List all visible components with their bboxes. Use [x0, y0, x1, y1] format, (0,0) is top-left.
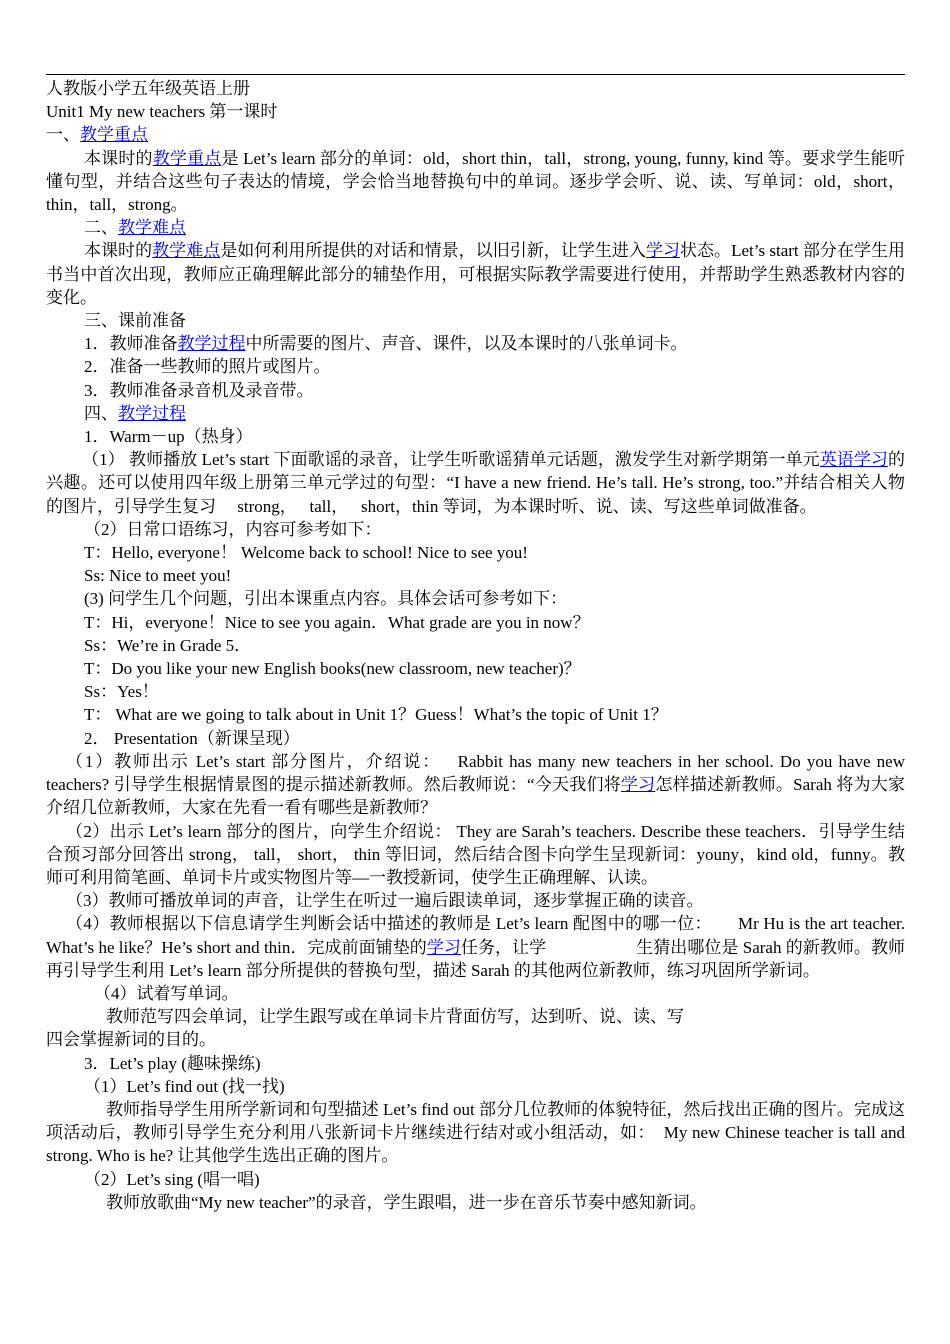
- writing-text: 教师范写四会单词，让学生跟写或在单词卡片背面仿写，达到听、说、读、写: [106, 1007, 684, 1027]
- presentation-step-4: （4）教师根据以下信息请学生判断会话中描述的教师是 Let’s learn 配图中的哪一位： Mr Hu is the art teacher. What’s he like？He’s short and thin．完成前面铺垫的学习任务，让学 生猜出哪位是 Sarah 的新教师。教师再引导学生利用 Let’s learn 部分所提供的替换句型，描述 Sarah 的其他两位新教师，练习巩固所学新词。: [46, 914, 906, 980]
- warmup-step-2: （2）日常口语练习，内容可参考如下：: [84, 519, 382, 539]
- warmup-step-3: (3) 问学生几个问题，引出本课重点内容。具体会话可参考如下：: [84, 589, 568, 609]
- writing-text-cont: 四会掌握新词的目的。: [46, 1030, 216, 1050]
- header-rule: [46, 74, 905, 75]
- link-teaching-difficulty[interactable]: 教学难点: [118, 218, 186, 238]
- document-body: [46, 77, 905, 1214]
- paragraph-focus: 本课时的教学重点是 Let’s learn 部分的单词：old，short thin，tall，strong, young, funny, kind 等。要求学生能听懂句型，并结合这些句子表达的情境，学会恰当地替换句中的单词。逐步学会听、说、读、写单词：old，short，thin，tall，strong。: [46, 148, 905, 215]
- prep-item-2: 2．准备一些教师的照片或图片。: [84, 357, 331, 377]
- dialogue-line: T：Hi，everyone！Nice to see you again．What grade are you in now？: [84, 612, 590, 632]
- link-teaching-process[interactable]: 教学过程: [118, 403, 186, 423]
- paragraph-difficulty: 本课时的教学难点是如何利用所提供的对话和情景，以旧引新，让学生进入学习状态。Let’s start 部分在学生用书当中首次出现，教师应正确理解此部分的辅垫作用，可根据实际教学需要进行使用，并帮助学生熟悉教材内容的变化。: [46, 241, 906, 307]
- find-out-title: （1）Let’s find out (找一找): [84, 1076, 285, 1096]
- presentation-step-2: （2）出示 Let’s learn 部分的图片，向学生介绍说： They are Sarah’s teachers. Describe these teachers．引导学生结合预习部分回答出 strong， tall， short， thin 等旧词，然后结合图卡向学生呈现新词：youny，kind old，funny。教师可利用简笔画、单词卡片或实物图片等—一教授新词，使学生正确理解、认读。: [46, 821, 905, 887]
- section-heading-1: 一、教学重点: [46, 125, 148, 145]
- section-heading-4: 四、教学过程: [84, 403, 186, 423]
- dialogue-line: T：Do you like your new English books(new classroom, new teacher)？: [84, 659, 581, 679]
- section-heading-2: 二、教学难点: [84, 218, 186, 238]
- link-study-task[interactable]: 学习: [426, 937, 461, 957]
- section-heading-3: 三、课前准备: [84, 311, 186, 331]
- link-study[interactable]: 学习: [645, 241, 680, 261]
- doc-subtitle: 人教版小学五年级英语上册: [46, 79, 250, 98]
- link-teaching-difficulty-inline[interactable]: 教学难点: [152, 241, 221, 261]
- dialogue-line: T：Hello, everyone！ Welcome back to school! Nice to see you!: [84, 543, 528, 563]
- prep-item-1: 1．教师准备教学过程中所需要的图片、声音、课件，以及本课时的八张单词卡。: [84, 334, 688, 354]
- link-study-presentation[interactable]: 学习: [620, 775, 656, 795]
- play-title: 3．Let’s play (趣味操练): [84, 1053, 261, 1073]
- link-teaching-focus[interactable]: 教学重点: [80, 125, 148, 145]
- dialogue-line: Ss: Nice to meet you!: [84, 566, 232, 586]
- sing-text: 教师放歌曲“My new teacher”的录音，学生跟唱，进一步在音乐节奏中感知新词。: [106, 1192, 707, 1212]
- link-english-learning[interactable]: 英语学习: [819, 450, 888, 470]
- warmup-title: 1．Warm－up（热身）: [84, 427, 253, 447]
- sing-title: （2）Let’s sing (唱一唱): [84, 1169, 260, 1189]
- find-out-text: 教师指导学生用所学新词和句型描述 Let’s find out 部分几位教师的体貌特征，然后找出正确的图片。完成这项活动后，教师引导学生充分利用八张新词卡片继续进行结对或小组活动，如： My new Chinese teacher is tall and strong. Who is he? 让其他学生选出正确的图片。: [46, 1099, 905, 1166]
- dialogue-line: T： What are we going to talk about in Unit 1？Guess！What’s the topic of Unit 1？: [84, 705, 668, 725]
- presentation-step-3: （3）教师可播放单词的声音，让学生在听过一遍后跟读单词，逐步掌握正确的读音。: [66, 891, 704, 911]
- link-teaching-process-inline[interactable]: 教学过程: [177, 334, 246, 354]
- presentation-title: 2． Presentation（新课呈现）: [84, 728, 300, 748]
- presentation-step-1: （1）教师出示 Let’s start 部分图片，介绍说： Rabbit has many new teachers in her school. Do you have new teachers? 引导学生根据情景图的提示描述新教师。然后教师说：“今天我们将学习怎样描述新教师。Sarah 将为大家介绍几位新教师，大家在先看一看有哪些是新教师？: [46, 751, 905, 818]
- link-teaching-focus-inline[interactable]: 教学重点: [152, 148, 222, 168]
- prep-item-3: 3．教师准备录音机及录音带。: [84, 380, 314, 400]
- dialogue-line: Ss：We’re in Grade 5．: [84, 635, 252, 655]
- doc-title: Unit1 My new teachers 第一课时: [46, 102, 278, 122]
- dialogue-line: Ss：Yes！: [84, 682, 159, 702]
- writing-title: （4）试着写单词。: [94, 983, 239, 1003]
- warmup-step-1: （1） 教师播放 Let’s start 下面歌谣的录音，让学生听歌谣猜单元话题，激发学生对新学期第一单元英语学习的兴趣。还可以使用四年级上册第三单元学过的句型：“I have a new friend. He’s tall. He’s strong, too.”并结合相关人物的图片，引导学生复习 strong， tall， short，thin 等词，为本课时听、说、读、写这些单词做准备。: [46, 450, 905, 516]
